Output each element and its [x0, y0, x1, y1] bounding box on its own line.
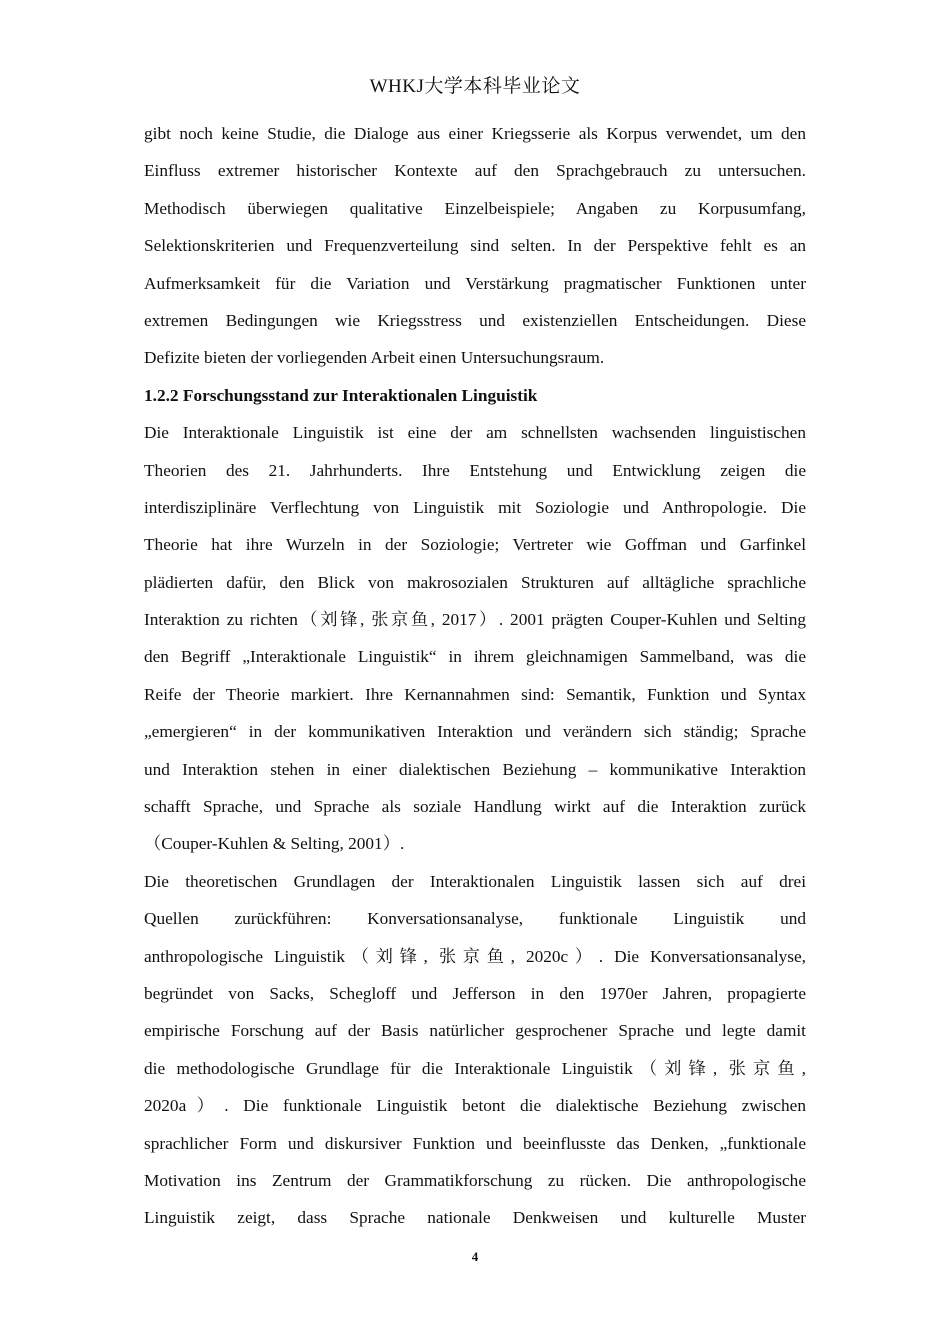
paragraph-last-line: Defizite bieten der vorliegenden Arbeit einen Untersuchungsraum.: [144, 348, 605, 368]
text-line: Theorien des 21. Jahrhunderts. Ihre Entstehung und Entwicklung zeigen die: [144, 460, 806, 480]
text-line: den Begriff „Interaktionale Linguistik“ in ihrem gleichnamigen Sammelband, was die: [144, 647, 806, 667]
text-line: Linguistik zeigt, dass Sprache nationale Denkweisen und kulturelle Muster: [144, 1208, 806, 1228]
text-line: Quellen zurückführen: Konversationsanalyse, funktionale Linguistik und: [144, 909, 806, 929]
text-line: die methodologische Grundlage für die Interaktionale Linguistik（刘锋, 张京鱼,: [144, 1058, 806, 1078]
document-body: [144, 115, 806, 1237]
page-header-title: WHKJ大学本科毕业论文: [369, 76, 581, 97]
text-line: und Interaktion stehen in einer dialektischen Beziehung – kommunikative Interaktion: [144, 759, 806, 779]
text-line: Theorie hat ihre Wurzeln in der Soziologie; Vertreter wie Goffman und Garfinkel: [144, 535, 806, 555]
paragraph-last-line: （Couper-Kuhlen & Selting, 2001）.: [144, 834, 405, 854]
text-line: empirische Forschung auf der Basis natürlicher gesprochener Sprache und legte damit: [144, 1021, 806, 1041]
page-number: 4: [471, 1249, 479, 1264]
text-line: „emergieren“ in der kommunikativen Interaktion und verändern sich ständig; Sprache: [144, 722, 806, 742]
text-line: 2020a）. Die funktionale Linguistik betont die dialektische Beziehung zwischen: [144, 1096, 806, 1116]
text-line: Selektionskriterien und Frequenzverteilung sind selten. In der Perspektive fehlt es an: [144, 236, 806, 256]
text-line: extremen Bedingungen wie Kriegsstress und existenziellen Entscheidungen. Diese: [144, 310, 806, 330]
text-line: Einfluss extremer historischer Kontexte auf den Sprachgebrauch zu untersuchen.: [144, 161, 806, 181]
text-line: Die Interaktionale Linguistik ist eine der am schnellsten wachsenden linguistischen: [144, 423, 806, 443]
text-line: sprachlicher Form und diskursiver Funktion und beeinflusste das Denken, „funktionale: [144, 1133, 806, 1153]
text-line: Interaktion zu richten（刘锋, 张京鱼, 2017）. 2001 prägten Couper-Kuhlen und Selting: [144, 610, 806, 630]
text-line: Methodisch überwiegen qualitative Einzelbeispiele; Angaben zu Korpusumfang,: [144, 198, 806, 218]
text-line: gibt noch keine Studie, die Dialoge aus einer Kriegsserie als Korpus verwendet, um den: [144, 124, 806, 143]
section-heading: 1.2.2 Forschungsstand zur Interaktionalen Linguistik: [144, 385, 538, 405]
text-line: Die theoretischen Grundlagen der Interaktionalen Linguistik lassen sich auf drei: [144, 871, 806, 891]
text-line: Motivation ins Zentrum der Grammatikforschung zu rücken. Die anthropologische: [144, 1170, 806, 1190]
text-line: interdisziplinäre Verflechtung von Linguistik mit Soziologie und Anthropologie. Die: [144, 497, 806, 517]
text-line: plädierten dafür, den Blick von makrosozialen Strukturen auf alltägliche sprachliche: [144, 572, 806, 592]
text-line: anthropologische Linguistik（刘锋, 张京鱼, 2020c）. Die Konversationsanalyse,: [144, 946, 806, 966]
text-line: Aufmerksamkeit für die Variation und Verstärkung pragmatischer Funktionen unter: [144, 273, 806, 293]
text-line: schafft Sprache, und Sprache als soziale Handlung wirkt auf die Interaktion zurück: [144, 797, 806, 817]
text-line: Reife der Theorie markiert. Ihre Kernannahmen sind: Semantik, Funktion und Syntax: [144, 684, 806, 704]
text-line: begründet von Sacks, Schegloff und Jefferson in den 1970er Jahren, propagierte: [144, 983, 806, 1003]
